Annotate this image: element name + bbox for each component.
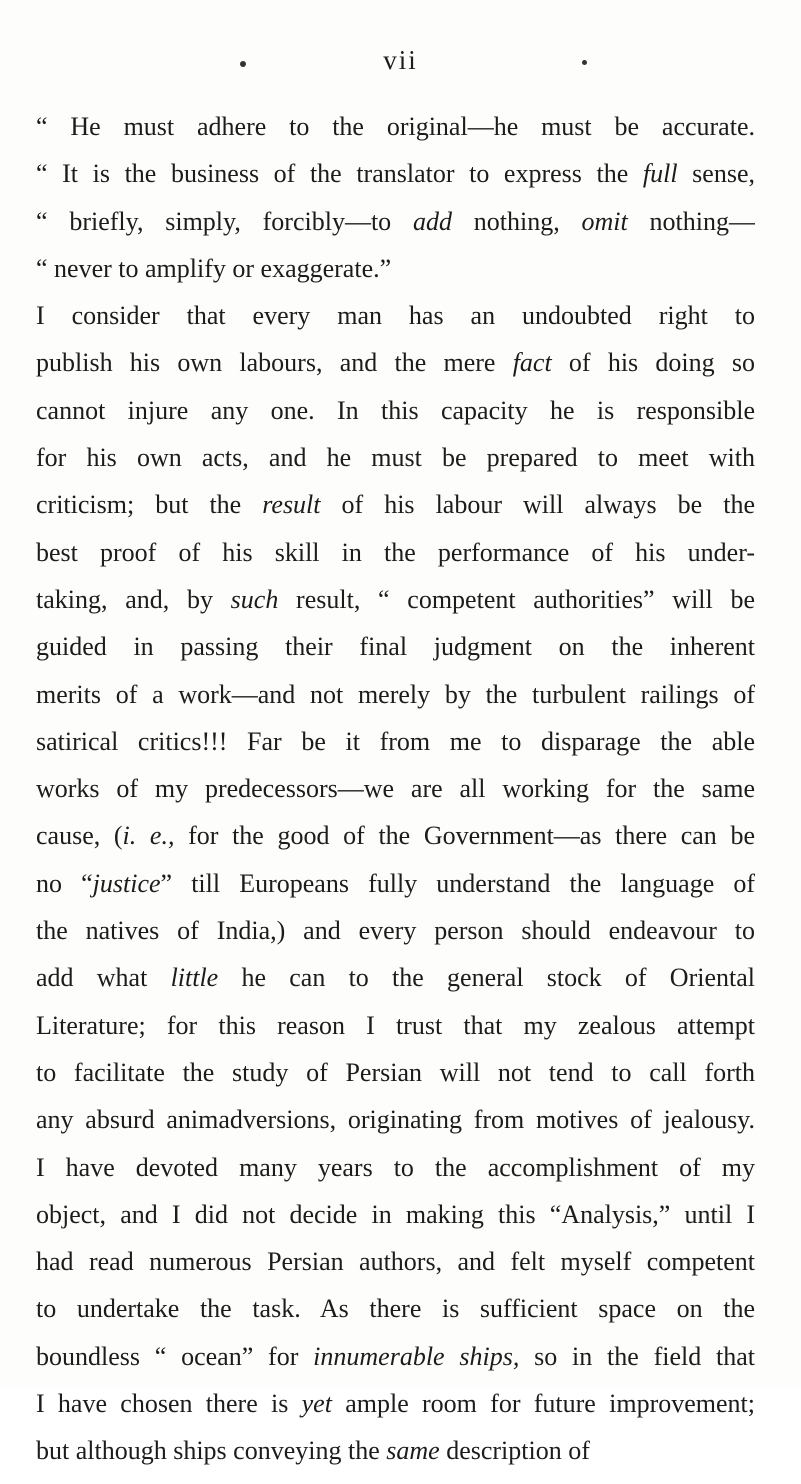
text-line: merits of a work—and not merely by the turbulent railings of	[36, 679, 755, 709]
text-line: no “justice” till Europeans fully understand the language of	[36, 868, 755, 898]
text-line: for his own acts, and he must be prepared to meet with	[36, 443, 755, 473]
text-line: “ never to amplify or exaggerate.”	[36, 253, 392, 283]
text-line: satirical critics!!! Far be it from me to disparage the able	[36, 726, 755, 756]
text-line: I consider that every man has an undoubted right to	[36, 301, 755, 331]
text-line: “ It is the business of the translator to express the full sense,	[36, 159, 755, 189]
text-line: cannot injure any one. In this capacity he is responsible	[36, 395, 755, 425]
text-line: I have devoted many years to the accomplishment of my	[36, 1152, 755, 1182]
text-line: had read numerous Persian authors, and felt myself competent	[36, 1247, 755, 1277]
text-line: object, and I did not decide in making this “Analysis,” until I	[36, 1199, 755, 1229]
text-line: boundless “ ocean” for innumerable ships, so in the field that	[36, 1341, 755, 1371]
text-line: “ briefly, simply, forcibly—to add nothing, omit nothing—	[36, 206, 755, 236]
text-line: taking, and, by such result, “ competent authorities” will be	[36, 584, 755, 614]
text-line: add what little he can to the general stock of Oriental	[36, 963, 755, 993]
print-speck	[582, 60, 587, 65]
text-line: publish his own labours, and the mere fact of his doing so	[36, 348, 755, 378]
text-line: any absurd animadversions, originating from motives of jealousy.	[36, 1105, 755, 1135]
text-line: to facilitate the study of Persian will not tend to call forth	[36, 1057, 755, 1087]
text-line: guided in passing their final judgment on the inherent	[36, 632, 755, 662]
text-line: criticism; but the result of his labour will always be the	[36, 490, 755, 520]
body-text	[36, 112, 755, 1484]
text-line: cause, (i. e., for the good of the Government—as there can be	[36, 821, 755, 851]
text-line: the natives of India,) and every person should endeavour to	[36, 916, 755, 946]
text-line: “ He must adhere to the original—he must be accurate.	[36, 112, 755, 141]
text-line: Literature; for this reason I trust that my zealous attempt	[36, 1010, 755, 1040]
text-line: works of my predecessors—we are all working for the same	[36, 774, 755, 804]
page-number: vii	[383, 45, 418, 75]
text-line: to undertake the task. As there is sufficient space on the	[36, 1294, 755, 1324]
text-line: I have chosen there is yet ample room for future improvement;	[36, 1389, 755, 1419]
text-line: best proof of his skill in the performance of his under-	[36, 537, 755, 567]
text-line: but although ships conveying the same description of	[36, 1436, 590, 1466]
